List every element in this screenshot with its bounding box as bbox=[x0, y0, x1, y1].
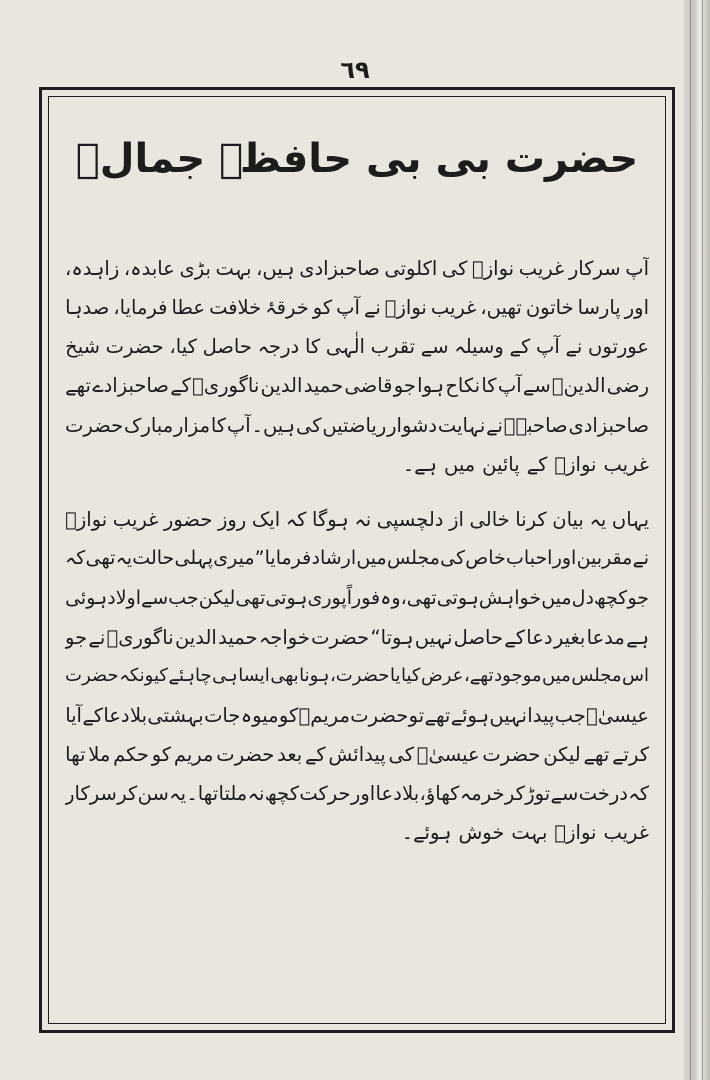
text-line bbox=[65, 406, 649, 445]
word: درخت bbox=[578, 782, 628, 806]
word: سے bbox=[522, 374, 551, 398]
word: نہایت bbox=[437, 413, 486, 437]
word: ایسا bbox=[238, 665, 270, 687]
word: نے bbox=[88, 625, 106, 649]
word: ریاضتیں bbox=[322, 413, 387, 437]
word: زاہدہ، bbox=[65, 256, 120, 280]
word: نہیں bbox=[414, 625, 453, 649]
word: رضی bbox=[606, 374, 649, 398]
word: خواجہ bbox=[258, 625, 310, 649]
word: حضرت bbox=[482, 743, 541, 767]
word: بھی bbox=[270, 665, 299, 687]
word: شیخ bbox=[65, 335, 100, 359]
word: نے bbox=[632, 547, 649, 570]
word: کھاؤ، bbox=[419, 782, 460, 806]
text-line bbox=[65, 774, 649, 813]
word: اور bbox=[552, 547, 577, 570]
word: ہیں۔ bbox=[251, 413, 296, 437]
text-line bbox=[65, 579, 649, 618]
word: یہ bbox=[115, 547, 133, 570]
word: کی bbox=[295, 413, 322, 437]
word: کہ bbox=[285, 507, 307, 531]
word: دلچسپی bbox=[376, 507, 444, 531]
word: دشوار bbox=[387, 413, 438, 437]
word: سے bbox=[550, 782, 579, 806]
word: عیسیٰؑ bbox=[586, 703, 649, 727]
word: غریب bbox=[518, 256, 565, 280]
word: سرکار bbox=[65, 782, 117, 806]
word: فرمایا، bbox=[113, 296, 168, 320]
word: الدین bbox=[260, 374, 303, 398]
word: اکلوتی bbox=[384, 256, 438, 280]
word: کی bbox=[388, 743, 414, 767]
word: صاحبہؒ bbox=[503, 413, 568, 437]
word: مبارک bbox=[124, 413, 174, 437]
page-border-outer bbox=[39, 87, 675, 1033]
word: حاصل bbox=[453, 625, 503, 649]
word: کرتے bbox=[612, 743, 649, 767]
word: حضور bbox=[163, 507, 213, 531]
word: دل bbox=[571, 586, 594, 609]
word: ہے۔ bbox=[402, 452, 437, 476]
word: نوازؒ bbox=[65, 507, 108, 531]
word: جو bbox=[65, 625, 88, 649]
word: کے bbox=[304, 743, 326, 767]
word: حرکت bbox=[299, 782, 351, 806]
word: بلا bbox=[402, 782, 420, 806]
word: سرکار bbox=[568, 256, 621, 280]
word: حمید bbox=[303, 374, 344, 398]
word: کا bbox=[304, 335, 321, 359]
word: ہوگا bbox=[312, 507, 349, 531]
word: میں bbox=[356, 547, 387, 570]
word: عطا bbox=[171, 296, 206, 320]
word: کے bbox=[170, 374, 191, 398]
text-line bbox=[65, 814, 649, 853]
word: کے bbox=[504, 625, 525, 649]
word: نے bbox=[363, 296, 381, 320]
word: ملتا bbox=[218, 782, 248, 806]
word: غریب bbox=[603, 821, 649, 845]
word: مجلس bbox=[571, 665, 622, 687]
word: حضرت bbox=[105, 335, 164, 359]
text-line bbox=[65, 735, 649, 774]
text-line bbox=[65, 618, 649, 657]
word: میں bbox=[443, 452, 476, 476]
word: کیا bbox=[400, 665, 421, 687]
word: از bbox=[449, 507, 464, 531]
word: اولاد bbox=[107, 586, 142, 609]
word: جات bbox=[204, 703, 241, 727]
word: خالی bbox=[469, 507, 510, 531]
word: لیکن bbox=[543, 743, 581, 767]
word: کہ bbox=[628, 782, 649, 806]
text-line bbox=[65, 696, 649, 735]
word: عابدہ، bbox=[123, 256, 175, 280]
word: کا bbox=[210, 413, 227, 437]
word: نے bbox=[565, 335, 583, 359]
word: کو bbox=[151, 743, 172, 767]
word: مریمؑ bbox=[298, 703, 350, 727]
word: الٰہی bbox=[325, 335, 365, 359]
word: موجود bbox=[494, 665, 542, 687]
word: آپ bbox=[535, 335, 560, 359]
word: جو bbox=[393, 374, 416, 398]
text-line bbox=[65, 288, 649, 327]
word: نے bbox=[486, 413, 503, 437]
word: کی bbox=[440, 547, 466, 570]
word: ناگوریؒ bbox=[106, 625, 174, 649]
word: مقربین bbox=[576, 547, 633, 570]
text-line bbox=[65, 249, 649, 288]
word: ہوا bbox=[417, 374, 445, 398]
word: کر bbox=[504, 782, 525, 806]
word: خاتون bbox=[525, 296, 574, 320]
word: پارسا bbox=[577, 296, 621, 320]
word: ہی bbox=[212, 665, 238, 687]
word: عرض bbox=[420, 665, 464, 687]
word: کیا، bbox=[169, 335, 197, 359]
word: تھی، bbox=[400, 586, 437, 609]
word: تقرب bbox=[370, 335, 416, 359]
word: حضرت bbox=[65, 413, 124, 437]
word: کیونکہ bbox=[119, 665, 168, 687]
word: تھے bbox=[65, 374, 91, 398]
page-border-inner bbox=[48, 96, 666, 1024]
word: کے bbox=[526, 452, 548, 476]
word: نوازؒ bbox=[384, 296, 427, 320]
word: نوازؒ bbox=[554, 452, 597, 476]
word: کی bbox=[441, 256, 468, 280]
word: درجہ bbox=[257, 335, 300, 359]
word: بہت bbox=[215, 256, 252, 280]
word: یہاں bbox=[611, 507, 649, 531]
word: غریب bbox=[112, 507, 159, 531]
word: قاضی bbox=[344, 374, 393, 398]
word: غریب bbox=[603, 452, 649, 476]
word: پیدا bbox=[527, 703, 555, 727]
word: ہیں، bbox=[256, 256, 295, 280]
word: نکاح bbox=[445, 374, 481, 398]
paragraph-gap bbox=[65, 484, 649, 500]
word: ایک bbox=[251, 507, 281, 531]
word: خوش bbox=[458, 821, 505, 845]
page-edge-shadow bbox=[684, 0, 710, 1080]
word: کچھ bbox=[264, 782, 299, 806]
word: بلا bbox=[129, 703, 148, 727]
word: حضرت bbox=[216, 743, 275, 767]
word: ہوئے bbox=[450, 703, 490, 727]
word: مجلس bbox=[386, 547, 440, 570]
word: حضرت، bbox=[330, 665, 390, 687]
word: تھے bbox=[583, 743, 610, 767]
word: ہوئے۔ bbox=[401, 821, 452, 845]
text-line bbox=[65, 539, 649, 578]
word: آپ bbox=[336, 296, 360, 320]
word: خاص bbox=[465, 547, 506, 570]
word: وہ bbox=[380, 586, 401, 609]
word: حاصل bbox=[202, 335, 252, 359]
word: مزار bbox=[173, 413, 211, 437]
word: تھے، bbox=[463, 665, 494, 687]
word: ہوئی bbox=[65, 586, 108, 609]
page-title: حضرت بی بی حافظہ جمالؒ bbox=[75, 136, 639, 182]
word: ملا bbox=[88, 743, 111, 767]
word: خواہش bbox=[478, 586, 542, 609]
word: ہوتی bbox=[265, 586, 308, 609]
word: نوازؒ bbox=[554, 821, 597, 845]
word: فرمایا bbox=[264, 547, 312, 570]
word: ہونا bbox=[299, 665, 330, 687]
word: نہ bbox=[354, 507, 372, 531]
text-line bbox=[65, 327, 649, 366]
word: صدہا bbox=[65, 296, 110, 320]
word: ہوتا“ bbox=[370, 625, 414, 649]
word: صاحبزادے bbox=[92, 374, 169, 398]
word: ناگوریؒ bbox=[192, 374, 260, 398]
word: مدعا bbox=[586, 625, 625, 649]
word: آپ bbox=[226, 413, 251, 437]
word: کر bbox=[117, 782, 138, 806]
word: آپ bbox=[497, 374, 522, 398]
word: تھی bbox=[85, 547, 116, 570]
body-text bbox=[65, 249, 649, 853]
word: بہت bbox=[511, 821, 548, 845]
word: الدینؒ bbox=[551, 374, 606, 398]
word: خرمہ bbox=[459, 782, 505, 806]
word: تھا bbox=[65, 743, 86, 767]
text-line bbox=[65, 445, 649, 484]
word: اس bbox=[622, 665, 649, 687]
word: مریم bbox=[173, 743, 214, 767]
word: بہشتی bbox=[147, 703, 204, 727]
word: پوری bbox=[307, 586, 347, 609]
text-line bbox=[65, 500, 649, 539]
word: حکم bbox=[113, 743, 149, 767]
word: الدین bbox=[174, 625, 217, 649]
text-line bbox=[65, 367, 649, 406]
word: تھی bbox=[235, 586, 266, 609]
word: میں bbox=[541, 586, 572, 609]
word: کہ bbox=[65, 547, 86, 570]
word: عورتوں bbox=[588, 335, 649, 359]
word: غریب bbox=[430, 296, 477, 320]
word: نہ bbox=[247, 782, 265, 806]
word: اور bbox=[350, 782, 376, 806]
word: میں bbox=[542, 665, 571, 687]
word: بیان bbox=[552, 507, 584, 531]
word: بعد bbox=[277, 743, 303, 767]
word: پیدائش bbox=[328, 743, 386, 767]
word: فوراً bbox=[346, 586, 381, 609]
word: چاہئے bbox=[168, 665, 212, 687]
word: عیسیٰؑ bbox=[416, 743, 480, 767]
word: کے bbox=[509, 335, 531, 359]
word: ہوتی bbox=[436, 586, 479, 609]
word: جب bbox=[554, 703, 586, 727]
word: بغیر bbox=[553, 625, 586, 649]
word: پائین bbox=[482, 452, 520, 476]
page-number: ٦٩ bbox=[340, 56, 370, 84]
word: صاحبزادی bbox=[299, 256, 380, 280]
word: یہ bbox=[169, 782, 187, 806]
word: احباب bbox=[506, 547, 553, 570]
word: کا bbox=[481, 374, 497, 398]
word: جب bbox=[168, 586, 199, 609]
word: کرنا bbox=[515, 507, 547, 531]
word: روز bbox=[217, 507, 247, 531]
word: آپ bbox=[625, 256, 649, 280]
word: پہلی bbox=[174, 547, 214, 570]
word: کو bbox=[278, 703, 299, 727]
word: خرقۂ bbox=[265, 296, 309, 320]
word: حالت bbox=[132, 547, 175, 570]
word: تو bbox=[408, 703, 425, 727]
word: نہیں bbox=[489, 703, 527, 727]
word: دعا bbox=[103, 703, 130, 727]
word: ارشاد bbox=[311, 547, 357, 570]
word: خلافت bbox=[209, 296, 262, 320]
word: حضرت bbox=[65, 665, 119, 687]
word: سن bbox=[137, 782, 169, 806]
word: یہ bbox=[589, 507, 607, 531]
word: کو bbox=[312, 296, 333, 320]
word: دعا bbox=[375, 782, 402, 806]
word: تھیں، bbox=[480, 296, 522, 320]
word: وسیلہ bbox=[454, 335, 504, 359]
word: تھے bbox=[424, 703, 451, 727]
word: کچھ bbox=[594, 586, 628, 609]
word: صاحبزادی bbox=[568, 413, 649, 437]
text-line bbox=[65, 657, 649, 696]
word: کے bbox=[82, 703, 104, 727]
word: حضرت bbox=[311, 625, 370, 649]
word: ہے bbox=[626, 625, 649, 649]
word: تھا۔ bbox=[186, 782, 219, 806]
word: جو bbox=[627, 586, 649, 609]
word: بڑی bbox=[179, 256, 211, 280]
word: توڑ bbox=[525, 782, 551, 806]
word: سے bbox=[420, 335, 449, 359]
word: حمید bbox=[218, 625, 258, 649]
word: نوازؒ bbox=[472, 256, 515, 280]
word: یا bbox=[389, 665, 401, 687]
word: لیکن bbox=[198, 586, 236, 609]
word: دعا bbox=[526, 625, 553, 649]
word: حضرت bbox=[350, 703, 409, 727]
word: اور bbox=[624, 296, 649, 320]
word: آیا bbox=[65, 703, 82, 727]
word: سے bbox=[141, 586, 169, 609]
word: میوہ bbox=[240, 703, 279, 727]
word: ”میری bbox=[213, 547, 265, 570]
